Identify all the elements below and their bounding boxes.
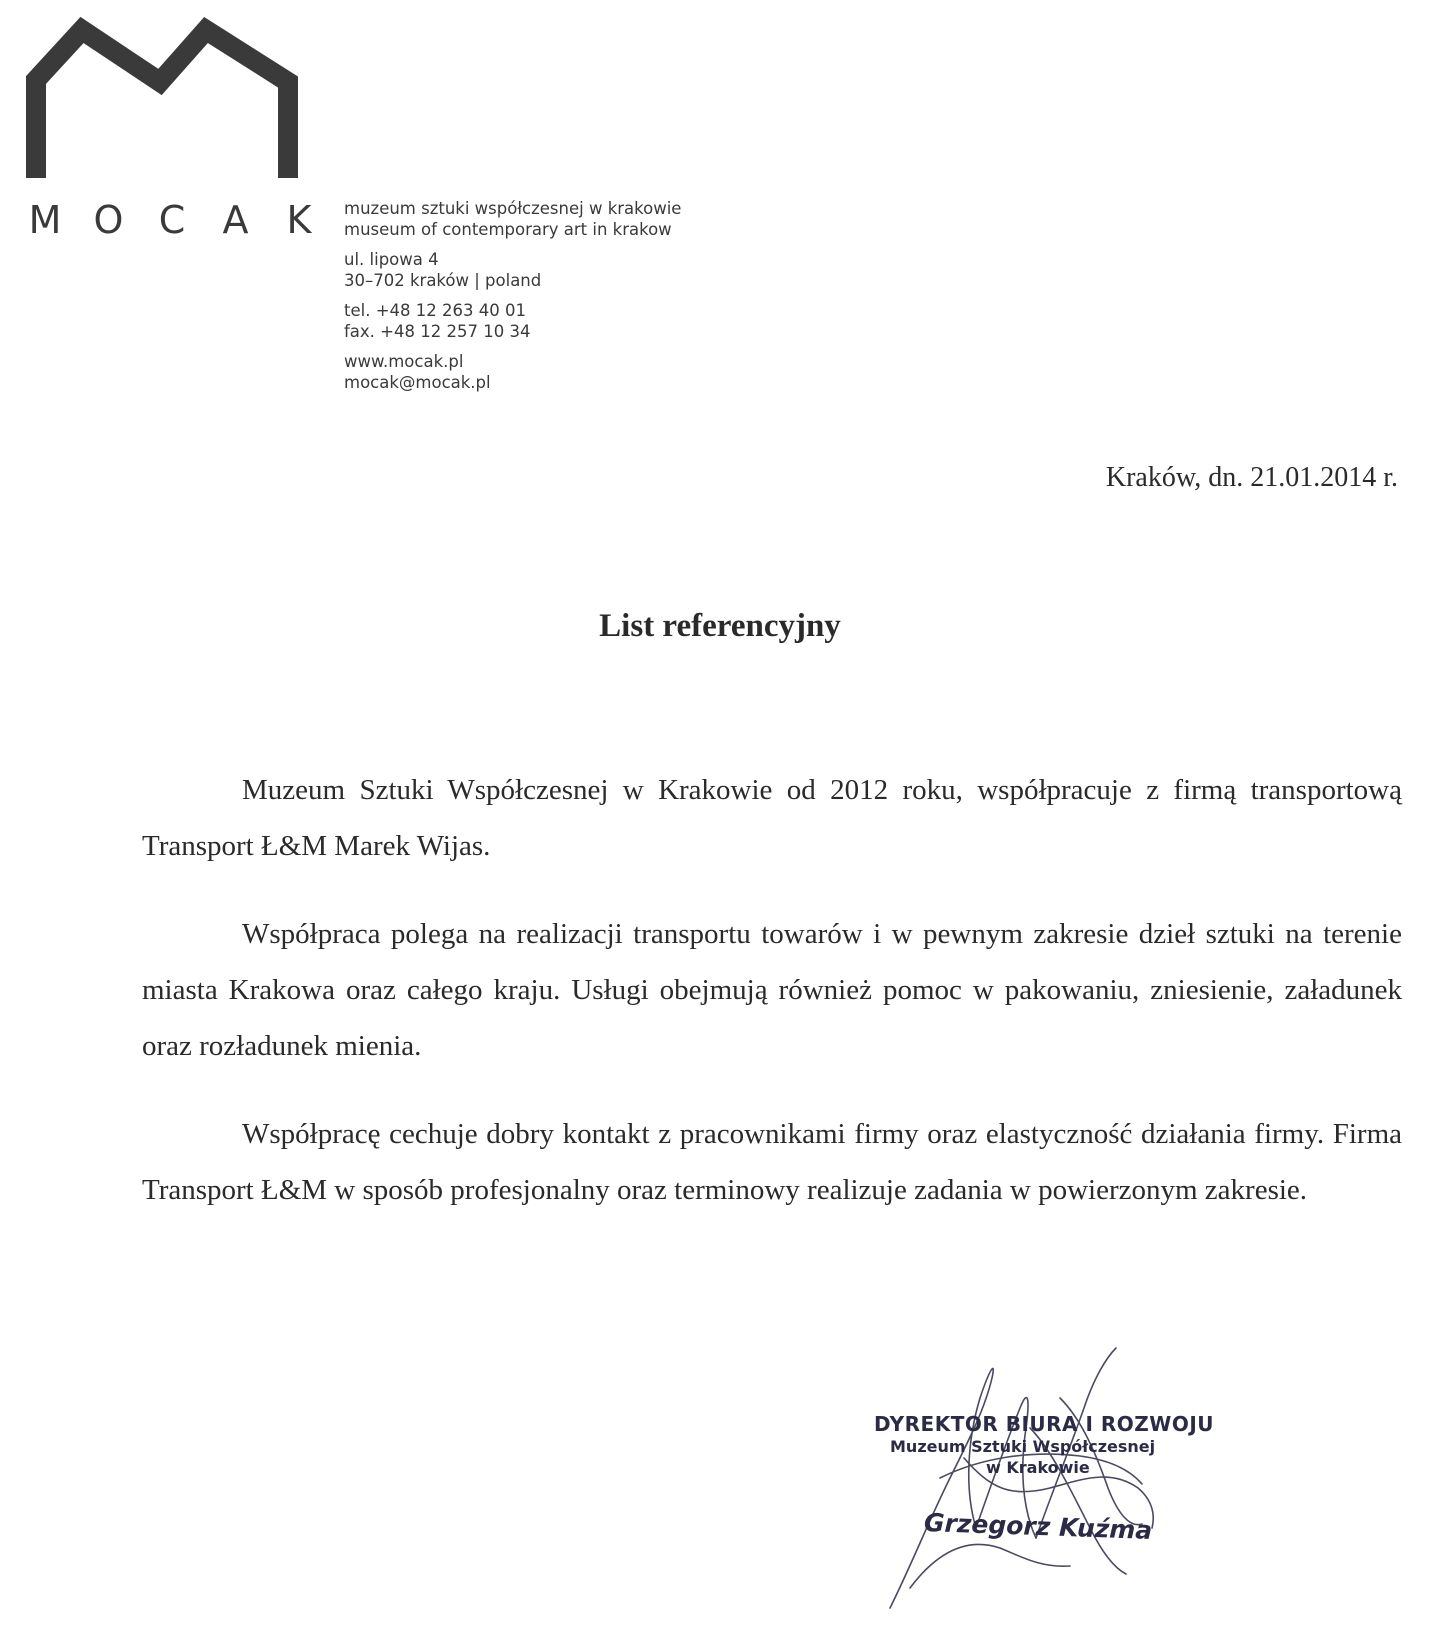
logo-letter: K: [286, 198, 312, 242]
web-contacts: [344, 351, 724, 393]
address-street: ul. lipowa 4: [344, 250, 439, 269]
logo-wordmark: [22, 192, 322, 248]
mocak-logo-icon: [26, 12, 308, 178]
address-city: 30–702 kraków | poland: [344, 271, 542, 290]
logo-letter: M: [28, 198, 62, 242]
body-paragraph: Współpraca polega na realizacji transportu towarów i w pewnym zakresie dzieł sztuki na terenie miasta Krakowa oraz całego kraju. Usługi obejmują również pomoc w pakowaniu, zniesienie, załadunek oraz rozładunek mienia.: [142, 918, 1402, 1062]
website: www.mocak.pl: [344, 352, 464, 371]
letter-title: List referencyjny: [599, 608, 841, 644]
letter-date: Kraków, dn. 21.01.2014 r.: [1105, 462, 1398, 493]
signature-icon: [880, 1338, 1220, 1618]
stamp-title: DYREKTOR BIURA I ROZWOJU: [874, 1412, 1215, 1436]
letterhead-contact: [344, 198, 724, 402]
logo-letter: C: [158, 198, 186, 242]
phone-numbers: [344, 300, 724, 342]
stamp-signatory-name: Grzegorz Kuźma: [923, 1508, 1153, 1545]
body-paragraph: Współpracę cechuje dobry kontakt z pracownikami firmy oraz elastyczność działania firmy. Firma Transport Ł&M w sposób profesjonalny oraz terminowy realizuje zadania w powierzonym zakresie.: [142, 1118, 1402, 1206]
stamp-institution: Muzeum Sztuki Współczesnej: [890, 1437, 1156, 1456]
museum-name: [344, 198, 724, 240]
telephone: tel. +48 12 263 40 01: [344, 301, 526, 320]
email: mocak@mocak.pl: [344, 373, 491, 392]
address: [344, 249, 724, 291]
body-paragraph: Muzeum Sztuki Współczesnej w Krakowie od 2012 roku, współpracuje z firmą transportową Transport Ł&M Marek Wijas.: [142, 774, 1402, 862]
fax: fax. +48 12 257 10 34: [344, 322, 531, 341]
museum-name-pl: muzeum sztuki współczesnej w krakowie: [344, 199, 682, 218]
logo-letter: A: [222, 198, 249, 242]
museum-name-en: museum of contemporary art in krakow: [344, 220, 672, 239]
stamp-city: w Krakowie: [986, 1458, 1090, 1477]
letter-body: [142, 762, 1402, 1250]
logo-letter: O: [93, 198, 124, 242]
